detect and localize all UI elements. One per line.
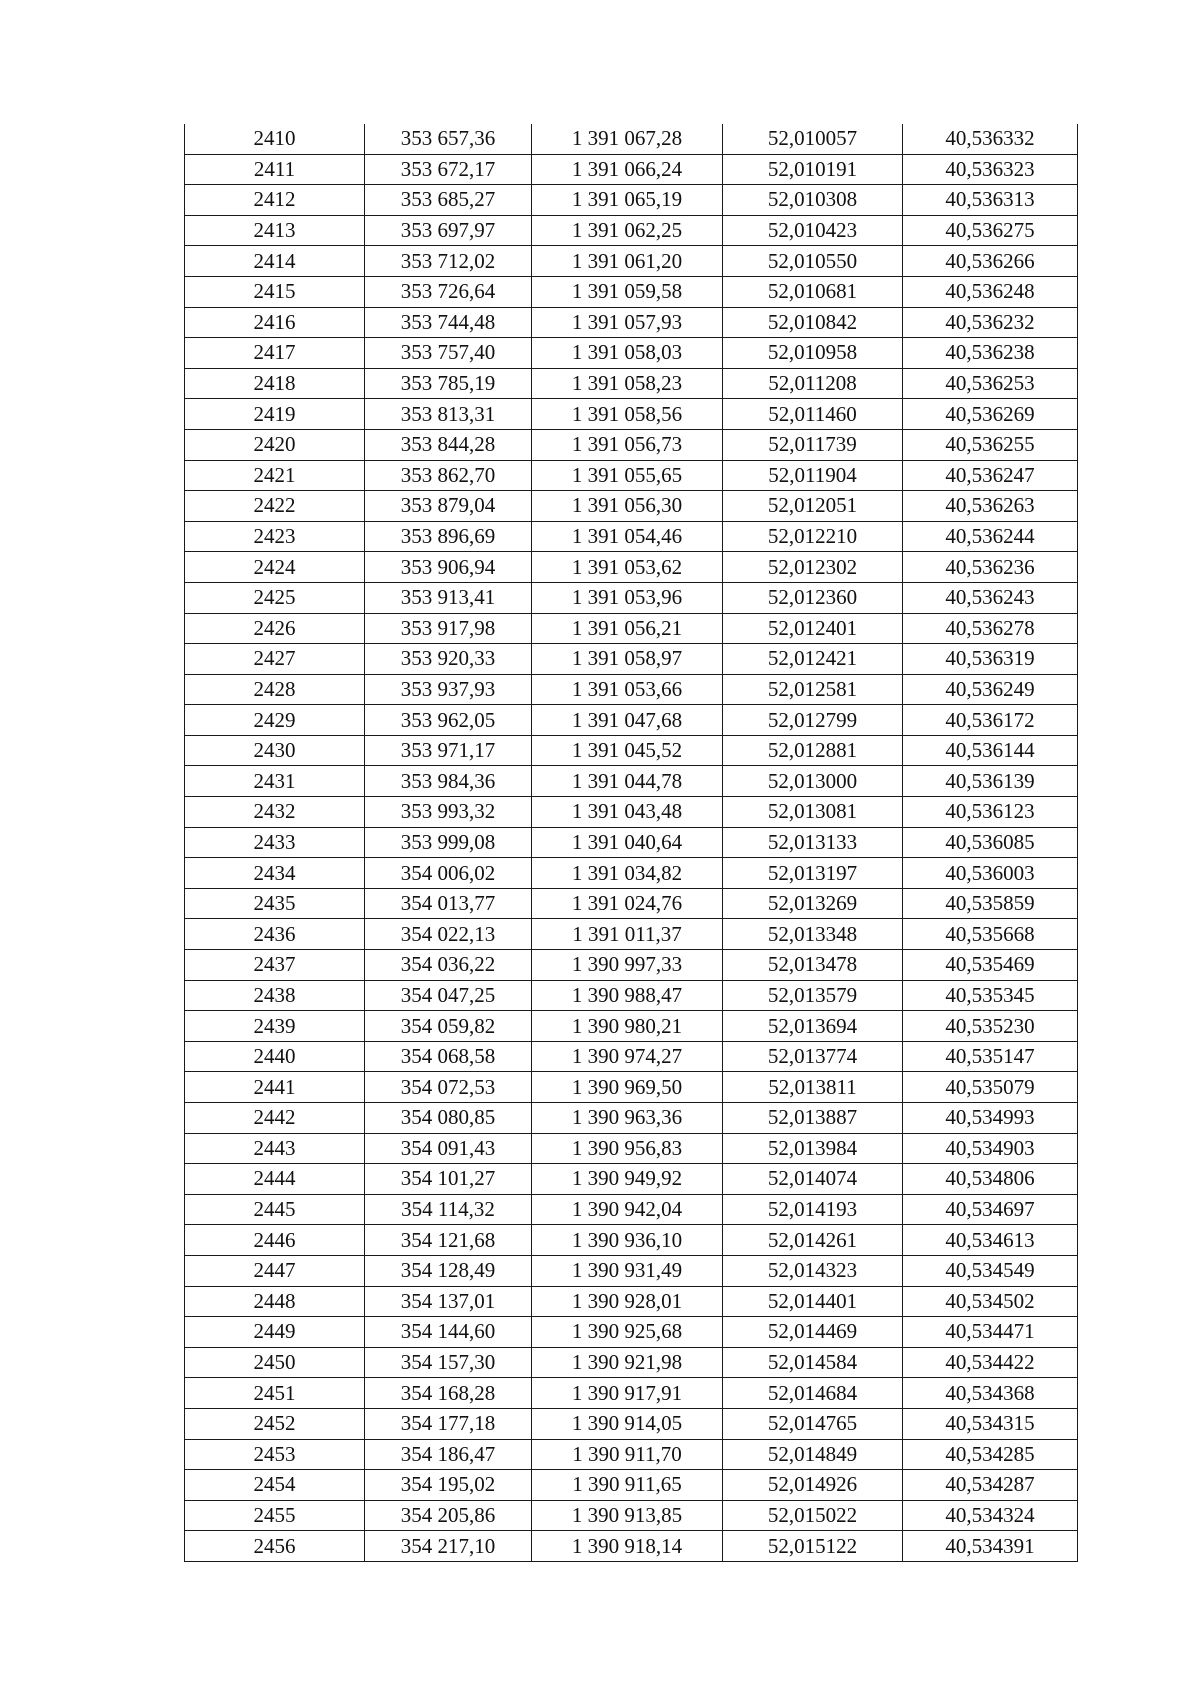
table-row [185,1194,1078,1225]
x-coordinate-cell: 353 993,32 [365,797,532,828]
latitude-cell: 52,012302 [723,552,903,583]
latitude-cell: 52,014261 [723,1225,903,1256]
table-row [185,888,1078,919]
y-coordinate-cell: 1 390 936,10 [532,1225,723,1256]
x-coordinate-cell: 353 999,08 [365,827,532,858]
longitude-cell: 40,536275 [903,215,1078,246]
x-coordinate-cell: 353 913,41 [365,582,532,613]
longitude-cell: 40,535079 [903,1072,1078,1103]
longitude-cell: 40,535668 [903,919,1078,950]
point-number-cell: 2440 [185,1041,365,1072]
latitude-cell: 52,012581 [723,674,903,705]
table-row [185,1072,1078,1103]
point-number-cell: 2429 [185,705,365,736]
latitude-cell: 52,013984 [723,1133,903,1164]
y-coordinate-cell: 1 390 925,68 [532,1317,723,1348]
y-coordinate-cell: 1 390 949,92 [532,1164,723,1195]
latitude-cell: 52,013478 [723,950,903,981]
table-row [185,1378,1078,1409]
latitude-cell: 52,012421 [723,644,903,675]
latitude-cell: 52,014584 [723,1347,903,1378]
y-coordinate-cell: 1 390 917,91 [532,1378,723,1409]
x-coordinate-cell: 354 195,02 [365,1470,532,1501]
x-coordinate-cell: 353 896,69 [365,521,532,552]
x-coordinate-cell: 354 128,49 [365,1255,532,1286]
longitude-cell: 40,534287 [903,1470,1078,1501]
table-row [185,980,1078,1011]
longitude-cell: 40,535345 [903,980,1078,1011]
point-number-cell: 2413 [185,215,365,246]
longitude-cell: 40,536269 [903,399,1078,430]
table-row [185,827,1078,858]
latitude-cell: 52,013348 [723,919,903,950]
point-number-cell: 2418 [185,368,365,399]
latitude-cell: 52,012401 [723,613,903,644]
longitude-cell: 40,534368 [903,1378,1078,1409]
y-coordinate-cell: 1 390 911,65 [532,1470,723,1501]
y-coordinate-cell: 1 391 056,30 [532,491,723,522]
y-coordinate-cell: 1 391 040,64 [532,827,723,858]
longitude-cell: 40,536085 [903,827,1078,858]
y-coordinate-cell: 1 391 043,48 [532,797,723,828]
latitude-cell: 52,014323 [723,1255,903,1286]
longitude-cell: 40,536232 [903,307,1078,338]
y-coordinate-cell: 1 391 055,65 [532,460,723,491]
y-coordinate-cell: 1 391 058,23 [532,368,723,399]
latitude-cell: 52,014849 [723,1439,903,1470]
x-coordinate-cell: 353 844,28 [365,429,532,460]
longitude-cell: 40,534324 [903,1500,1078,1531]
table-row [185,1531,1078,1562]
y-coordinate-cell: 1 390 942,04 [532,1194,723,1225]
latitude-cell: 52,014926 [723,1470,903,1501]
latitude-cell: 52,014684 [723,1378,903,1409]
longitude-cell: 40,534806 [903,1164,1078,1195]
x-coordinate-cell: 353 937,93 [365,674,532,705]
latitude-cell: 52,010958 [723,338,903,369]
latitude-cell: 52,010681 [723,276,903,307]
point-number-cell: 2452 [185,1408,365,1439]
longitude-cell: 40,535859 [903,888,1078,919]
longitude-cell: 40,536249 [903,674,1078,705]
x-coordinate-cell: 353 672,17 [365,154,532,185]
longitude-cell: 40,535147 [903,1041,1078,1072]
table-row [185,338,1078,369]
point-number-cell: 2421 [185,460,365,491]
point-number-cell: 2455 [185,1500,365,1531]
table-row [185,1103,1078,1134]
x-coordinate-cell: 354 186,47 [365,1439,532,1470]
longitude-cell: 40,534697 [903,1194,1078,1225]
x-coordinate-cell: 354 068,58 [365,1041,532,1072]
point-number-cell: 2448 [185,1286,365,1317]
longitude-cell: 40,534315 [903,1408,1078,1439]
longitude-cell: 40,536247 [903,460,1078,491]
latitude-cell: 52,010842 [723,307,903,338]
table-row [185,1470,1078,1501]
latitude-cell: 52,013579 [723,980,903,1011]
point-number-cell: 2417 [185,338,365,369]
point-number-cell: 2444 [185,1164,365,1195]
latitude-cell: 52,011460 [723,399,903,430]
x-coordinate-cell: 354 072,53 [365,1072,532,1103]
x-coordinate-cell: 354 168,28 [365,1378,532,1409]
longitude-cell: 40,534502 [903,1286,1078,1317]
longitude-cell: 40,536123 [903,797,1078,828]
longitude-cell: 40,536323 [903,154,1078,185]
point-number-cell: 2453 [185,1439,365,1470]
point-number-cell: 2412 [185,185,365,216]
y-coordinate-cell: 1 390 997,33 [532,950,723,981]
point-number-cell: 2445 [185,1194,365,1225]
latitude-cell: 52,012051 [723,491,903,522]
latitude-cell: 52,015022 [723,1500,903,1531]
latitude-cell: 52,014193 [723,1194,903,1225]
x-coordinate-cell: 353 917,98 [365,613,532,644]
point-number-cell: 2420 [185,429,365,460]
latitude-cell: 52,011904 [723,460,903,491]
point-number-cell: 2415 [185,276,365,307]
longitude-cell: 40,534549 [903,1255,1078,1286]
latitude-cell: 52,010191 [723,154,903,185]
y-coordinate-cell: 1 390 914,05 [532,1408,723,1439]
longitude-cell: 40,534993 [903,1103,1078,1134]
y-coordinate-cell: 1 391 034,82 [532,858,723,889]
y-coordinate-cell: 1 391 058,97 [532,644,723,675]
table-row [185,582,1078,613]
longitude-cell: 40,536263 [903,491,1078,522]
y-coordinate-cell: 1 391 054,46 [532,521,723,552]
point-number-cell: 2430 [185,735,365,766]
x-coordinate-cell: 354 205,86 [365,1500,532,1531]
x-coordinate-cell: 353 757,40 [365,338,532,369]
point-number-cell: 2443 [185,1133,365,1164]
x-coordinate-cell: 354 006,02 [365,858,532,889]
y-coordinate-cell: 1 391 058,56 [532,399,723,430]
coordinates-table [184,124,1078,1562]
longitude-cell: 40,536139 [903,766,1078,797]
x-coordinate-cell: 353 906,94 [365,552,532,583]
x-coordinate-cell: 354 036,22 [365,950,532,981]
y-coordinate-cell: 1 391 024,76 [532,888,723,919]
point-number-cell: 2423 [185,521,365,552]
y-coordinate-cell: 1 391 056,21 [532,613,723,644]
latitude-cell: 52,012360 [723,582,903,613]
table-row [185,1255,1078,1286]
latitude-cell: 52,010057 [723,124,903,154]
y-coordinate-cell: 1 390 931,49 [532,1255,723,1286]
longitude-cell: 40,536144 [903,735,1078,766]
table-row [185,1011,1078,1042]
x-coordinate-cell: 354 013,77 [365,888,532,919]
x-coordinate-cell: 354 114,32 [365,1194,532,1225]
y-coordinate-cell: 1 391 067,28 [532,124,723,154]
table-row [185,1164,1078,1195]
latitude-cell: 52,013133 [723,827,903,858]
point-number-cell: 2449 [185,1317,365,1348]
latitude-cell: 52,011739 [723,429,903,460]
x-coordinate-cell: 353 697,97 [365,215,532,246]
y-coordinate-cell: 1 391 056,73 [532,429,723,460]
x-coordinate-cell: 353 657,36 [365,124,532,154]
latitude-cell: 52,013811 [723,1072,903,1103]
y-coordinate-cell: 1 390 969,50 [532,1072,723,1103]
x-coordinate-cell: 354 177,18 [365,1408,532,1439]
point-number-cell: 2427 [185,644,365,675]
x-coordinate-cell: 354 047,25 [365,980,532,1011]
table-row [185,1347,1078,1378]
point-number-cell: 2450 [185,1347,365,1378]
x-coordinate-cell: 353 813,31 [365,399,532,430]
longitude-cell: 40,534471 [903,1317,1078,1348]
x-coordinate-cell: 353 962,05 [365,705,532,736]
longitude-cell: 40,536248 [903,276,1078,307]
table-row [185,460,1078,491]
table-row [185,644,1078,675]
table-row [185,613,1078,644]
table-row [185,399,1078,430]
latitude-cell: 52,011208 [723,368,903,399]
x-coordinate-cell: 353 726,64 [365,276,532,307]
point-number-cell: 2434 [185,858,365,889]
latitude-cell: 52,014469 [723,1317,903,1348]
point-number-cell: 2411 [185,154,365,185]
table-row [185,124,1078,154]
table-row [185,215,1078,246]
x-coordinate-cell: 354 022,13 [365,919,532,950]
table-row [185,521,1078,552]
x-coordinate-cell: 354 217,10 [365,1531,532,1562]
point-number-cell: 2441 [185,1072,365,1103]
longitude-cell: 40,534285 [903,1439,1078,1470]
longitude-cell: 40,535230 [903,1011,1078,1042]
longitude-cell: 40,536313 [903,185,1078,216]
latitude-cell: 52,012210 [723,521,903,552]
y-coordinate-cell: 1 391 061,20 [532,246,723,277]
y-coordinate-cell: 1 390 918,14 [532,1531,723,1562]
longitude-cell: 40,534613 [903,1225,1078,1256]
x-coordinate-cell: 354 157,30 [365,1347,532,1378]
point-number-cell: 2456 [185,1531,365,1562]
x-coordinate-cell: 354 144,60 [365,1317,532,1348]
table-row [185,246,1078,277]
table-row [185,1133,1078,1164]
y-coordinate-cell: 1 391 059,58 [532,276,723,307]
longitude-cell: 40,536003 [903,858,1078,889]
x-coordinate-cell: 354 101,27 [365,1164,532,1195]
point-number-cell: 2433 [185,827,365,858]
latitude-cell: 52,012881 [723,735,903,766]
table-row [185,552,1078,583]
point-number-cell: 2454 [185,1470,365,1501]
table-row [185,705,1078,736]
point-number-cell: 2435 [185,888,365,919]
longitude-cell: 40,536253 [903,368,1078,399]
longitude-cell: 40,536332 [903,124,1078,154]
point-number-cell: 2437 [185,950,365,981]
latitude-cell: 52,014074 [723,1164,903,1195]
point-number-cell: 2439 [185,1011,365,1042]
longitude-cell: 40,534903 [903,1133,1078,1164]
x-coordinate-cell: 353 685,27 [365,185,532,216]
x-coordinate-cell: 353 984,36 [365,766,532,797]
table-row [185,1439,1078,1470]
table-row [185,674,1078,705]
table-row [185,735,1078,766]
point-number-cell: 2426 [185,613,365,644]
longitude-cell: 40,536243 [903,582,1078,613]
coordinates-table-body [185,124,1078,1561]
table-row [185,766,1078,797]
point-number-cell: 2414 [185,246,365,277]
table-row [185,368,1078,399]
longitude-cell: 40,536255 [903,429,1078,460]
table-row [185,1408,1078,1439]
longitude-cell: 40,536236 [903,552,1078,583]
y-coordinate-cell: 1 391 057,93 [532,307,723,338]
y-coordinate-cell: 1 391 044,78 [532,766,723,797]
x-coordinate-cell: 354 059,82 [365,1011,532,1042]
latitude-cell: 52,013887 [723,1103,903,1134]
table-row [185,185,1078,216]
y-coordinate-cell: 1 390 956,83 [532,1133,723,1164]
longitude-cell: 40,534422 [903,1347,1078,1378]
table-row [185,1225,1078,1256]
x-coordinate-cell: 354 091,43 [365,1133,532,1164]
table-row [185,1286,1078,1317]
table-row [185,950,1078,981]
point-number-cell: 2422 [185,491,365,522]
latitude-cell: 52,013694 [723,1011,903,1042]
table-row [185,154,1078,185]
y-coordinate-cell: 1 391 053,66 [532,674,723,705]
point-number-cell: 2410 [185,124,365,154]
y-coordinate-cell: 1 390 913,85 [532,1500,723,1531]
table-row [185,307,1078,338]
latitude-cell: 52,013774 [723,1041,903,1072]
point-number-cell: 2419 [185,399,365,430]
y-coordinate-cell: 1 391 047,68 [532,705,723,736]
y-coordinate-cell: 1 391 011,37 [532,919,723,950]
latitude-cell: 52,010550 [723,246,903,277]
y-coordinate-cell: 1 390 988,47 [532,980,723,1011]
table-row [185,1317,1078,1348]
point-number-cell: 2416 [185,307,365,338]
x-coordinate-cell: 353 879,04 [365,491,532,522]
longitude-cell: 40,536244 [903,521,1078,552]
y-coordinate-cell: 1 390 963,36 [532,1103,723,1134]
longitude-cell: 40,534391 [903,1531,1078,1562]
latitude-cell: 52,014401 [723,1286,903,1317]
latitude-cell: 52,014765 [723,1408,903,1439]
point-number-cell: 2431 [185,766,365,797]
x-coordinate-cell: 353 920,33 [365,644,532,675]
y-coordinate-cell: 1 391 065,19 [532,185,723,216]
point-number-cell: 2428 [185,674,365,705]
point-number-cell: 2438 [185,980,365,1011]
latitude-cell: 52,013269 [723,888,903,919]
table-row [185,429,1078,460]
longitude-cell: 40,536278 [903,613,1078,644]
latitude-cell: 52,010423 [723,215,903,246]
y-coordinate-cell: 1 391 045,52 [532,735,723,766]
y-coordinate-cell: 1 391 053,96 [532,582,723,613]
point-number-cell: 2447 [185,1255,365,1286]
x-coordinate-cell: 353 862,70 [365,460,532,491]
x-coordinate-cell: 353 785,19 [365,368,532,399]
longitude-cell: 40,536172 [903,705,1078,736]
y-coordinate-cell: 1 390 911,70 [532,1439,723,1470]
latitude-cell: 52,013000 [723,766,903,797]
x-coordinate-cell: 353 712,02 [365,246,532,277]
longitude-cell: 40,536319 [903,644,1078,675]
longitude-cell: 40,535469 [903,950,1078,981]
point-number-cell: 2451 [185,1378,365,1409]
y-coordinate-cell: 1 391 053,62 [532,552,723,583]
point-number-cell: 2425 [185,582,365,613]
y-coordinate-cell: 1 390 980,21 [532,1011,723,1042]
point-number-cell: 2446 [185,1225,365,1256]
x-coordinate-cell: 354 080,85 [365,1103,532,1134]
longitude-cell: 40,536238 [903,338,1078,369]
x-coordinate-cell: 353 744,48 [365,307,532,338]
latitude-cell: 52,013081 [723,797,903,828]
latitude-cell: 52,012799 [723,705,903,736]
y-coordinate-cell: 1 390 928,01 [532,1286,723,1317]
y-coordinate-cell: 1 391 066,24 [532,154,723,185]
table-row [185,491,1078,522]
table-row [185,919,1078,950]
x-coordinate-cell: 353 971,17 [365,735,532,766]
x-coordinate-cell: 354 137,01 [365,1286,532,1317]
y-coordinate-cell: 1 390 921,98 [532,1347,723,1378]
point-number-cell: 2424 [185,552,365,583]
y-coordinate-cell: 1 390 974,27 [532,1041,723,1072]
point-number-cell: 2442 [185,1103,365,1134]
table-row [185,1041,1078,1072]
table-row [185,858,1078,889]
table-row [185,797,1078,828]
point-number-cell: 2432 [185,797,365,828]
x-coordinate-cell: 354 121,68 [365,1225,532,1256]
y-coordinate-cell: 1 391 058,03 [532,338,723,369]
latitude-cell: 52,010308 [723,185,903,216]
table-row [185,276,1078,307]
point-number-cell: 2436 [185,919,365,950]
latitude-cell: 52,013197 [723,858,903,889]
table-row [185,1500,1078,1531]
longitude-cell: 40,536266 [903,246,1078,277]
latitude-cell: 52,015122 [723,1531,903,1562]
y-coordinate-cell: 1 391 062,25 [532,215,723,246]
